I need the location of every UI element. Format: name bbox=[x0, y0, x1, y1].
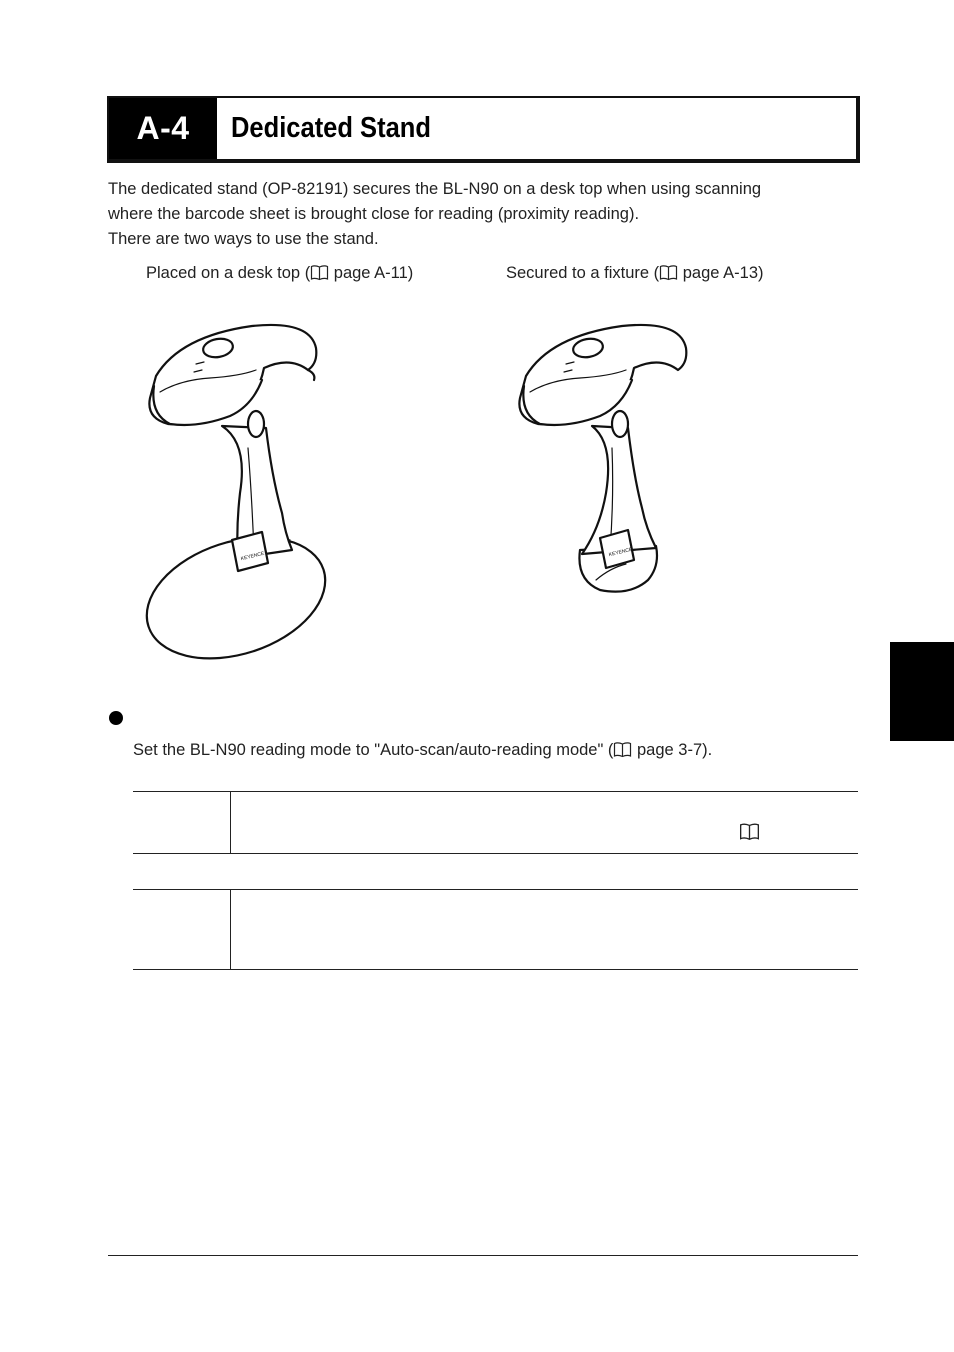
caption-desk-top-ref[interactable]: page A-11) bbox=[329, 264, 414, 282]
table-divider bbox=[230, 791, 231, 853]
intro-paragraph bbox=[108, 177, 853, 252]
book-icon bbox=[659, 264, 678, 281]
book-icon bbox=[613, 741, 632, 758]
brand-mark: KEYENCE bbox=[608, 546, 633, 559]
reading-mode-note bbox=[133, 738, 712, 763]
intro-line-3: There are two ways to use the stand. bbox=[108, 230, 379, 248]
section-title: Dedicated Stand bbox=[231, 112, 431, 144]
intro-line-2: where the barcode sheet is brought close for reading (proximity reading). bbox=[108, 205, 640, 223]
section-header bbox=[107, 96, 860, 163]
caption-fixture-ref[interactable]: page A-13) bbox=[678, 264, 764, 282]
caption-desk-top bbox=[146, 264, 413, 283]
caption-fixture bbox=[506, 264, 763, 283]
fixture-stand-illustration bbox=[510, 318, 700, 598]
section-number: A-4 bbox=[109, 98, 217, 159]
table-divider bbox=[230, 889, 231, 969]
table-rule bbox=[133, 889, 858, 890]
book-icon bbox=[310, 264, 329, 281]
book-icon bbox=[739, 822, 760, 841]
brand-mark: KEYENCE bbox=[240, 550, 265, 563]
chapter-tab-marker bbox=[890, 642, 954, 741]
table-rule bbox=[133, 791, 858, 792]
caption-desk-top-text: Placed on a desk top ( bbox=[146, 264, 311, 282]
caption-fixture-text: Secured to a fixture ( bbox=[506, 264, 660, 282]
reading-mode-note-text: Set the BL-N90 reading mode to "Auto-scan/auto-reading mode" ( bbox=[133, 741, 614, 759]
bullet-icon bbox=[109, 711, 123, 725]
intro-line-1: The dedicated stand (OP-82191) secures the BL-N90 on a desk top when using scanning bbox=[108, 180, 762, 198]
footer-rule bbox=[108, 1255, 858, 1256]
desk-top-stand-illustration bbox=[140, 318, 340, 663]
reading-mode-note-ref[interactable]: page 3-7). bbox=[632, 741, 713, 759]
table-rule bbox=[133, 969, 858, 970]
table-rule bbox=[133, 853, 858, 854]
